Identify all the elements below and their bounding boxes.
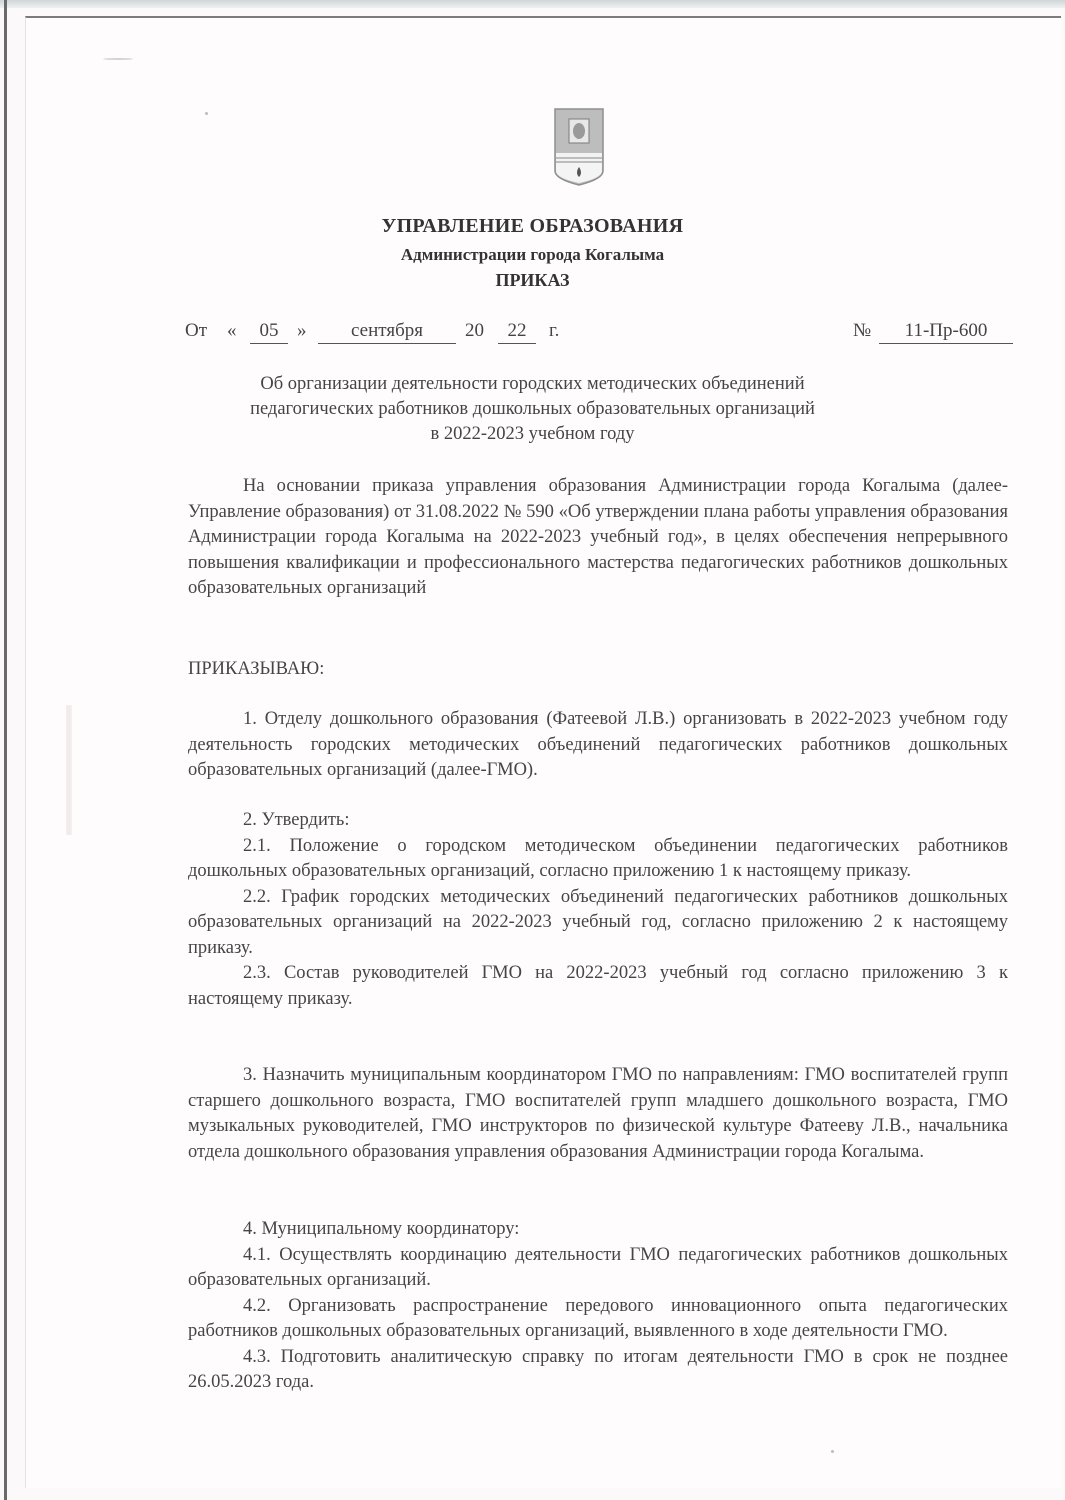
order-word: ПРИКАЗЫВАЮ:: [188, 659, 325, 679]
order-word-section: [188, 657, 1008, 683]
item-4-section: [188, 1217, 1008, 1396]
scan-edge-top: [0, 0, 1065, 8]
date-open-quote: «: [227, 320, 237, 341]
item-2-2: 2.2. График городских методических объединений педагогических работников дошкольных образовательных организаций на 2022-2023 учебный год, согласно приложению 2 к настоящему приказу.: [188, 886, 1008, 958]
item-2: 2. Утвердить:: [243, 810, 350, 830]
scan-speck: [205, 112, 208, 115]
date-month: сентября: [318, 320, 456, 344]
date-year-abbr: г.: [549, 320, 560, 341]
scan-speck: [831, 1450, 834, 1453]
title-line: Об организации деятельности городских методических объединений: [260, 374, 805, 394]
title-line: в 2022-2023 учебном году: [430, 424, 635, 444]
item-4-1: 4.1. Осуществлять координацию деятельности ГМО педагогических работников дошкольных образовательных организаций.: [188, 1244, 1008, 1290]
preamble-section: [188, 474, 1008, 602]
item-4: 4. Муниципальному координатору:: [243, 1219, 520, 1239]
paper-crease: [66, 705, 72, 835]
order-title: [0, 372, 1065, 447]
coat-of-arms-icon: [553, 107, 605, 187]
date-year-prefix: 20: [465, 320, 484, 341]
title-line: педагогических работников дошкольных образовательных организаций: [250, 399, 815, 419]
item-4-3: 4.3. Подготовить аналитическую справку по итогам деятельности ГМО в срок не позднее 26.05.2023 года.: [188, 1346, 1008, 1392]
org-name: УПРАВЛЕНИЕ ОБРАЗОВАНИЯ: [381, 215, 684, 237]
item-4-2: 4.2. Организовать распространение передового инновационного опыта педагогических работников дошкольных образовательных организаций, выявленного в ходе деятельности ГМО.: [188, 1295, 1008, 1341]
scan-speck: [103, 58, 133, 60]
item-3: 3. Назначить муниципальным координатором ГМО по направлениям: ГМО воспитателей групп старшего дошкольного возраста, ГМО воспитателей групп младшего дошкольного возраста, ГМО музыкальных руководителей, ГМО инструкторов по физической культуре Фатееву Л.В., начальника отдела дошкольного образования управления образования Администрации города Когалыма.: [188, 1065, 1008, 1162]
item-1-section: [188, 707, 1008, 784]
date-day: 05: [250, 320, 288, 344]
number-sign: №: [853, 320, 872, 341]
date-prefix: От: [185, 320, 208, 341]
item-2-3: 2.3. Состав руководителей ГМО на 2022-2023 учебный год согласно приложению 3 к настоящему приказу.: [188, 963, 1008, 1009]
item-2-1: 2.1. Положение о городском методическом объединении педагогических работников дошкольных образовательных организаций, согласно приложению 1 к настоящему приказу.: [188, 835, 1008, 881]
preamble-paragraph: На основании приказа управления образования Администрации города Когалыма (далее-Управление образования) от 31.08.2022 № 590 «Об утверждении плана работы управления образования Администрации города Когалыма на 2022-2023 учебный год», в целях обеспечения непрерывного повышения квалификации и профессионального мастерства педагогических работников дошкольных образовательных организаций: [188, 476, 1008, 598]
item-1: 1. Отделу дошкольного образования (Фатеевой Л.В.) организовать в 2022-2023 учебном году деятельность городских методических объединений педагогических работников дошкольных образовательных организаций (далее-ГМО).: [188, 709, 1008, 780]
item-2-section: [188, 808, 1008, 1012]
order-number: 11-Пр-600: [879, 320, 1013, 344]
date-close-quote: »: [297, 320, 307, 341]
doc-type: ПРИКАЗ: [495, 270, 570, 290]
date-year-suffix: 22: [498, 320, 536, 344]
item-3-section: [188, 1063, 1008, 1165]
org-subname: Администрации города Когалыма: [400, 245, 665, 264]
